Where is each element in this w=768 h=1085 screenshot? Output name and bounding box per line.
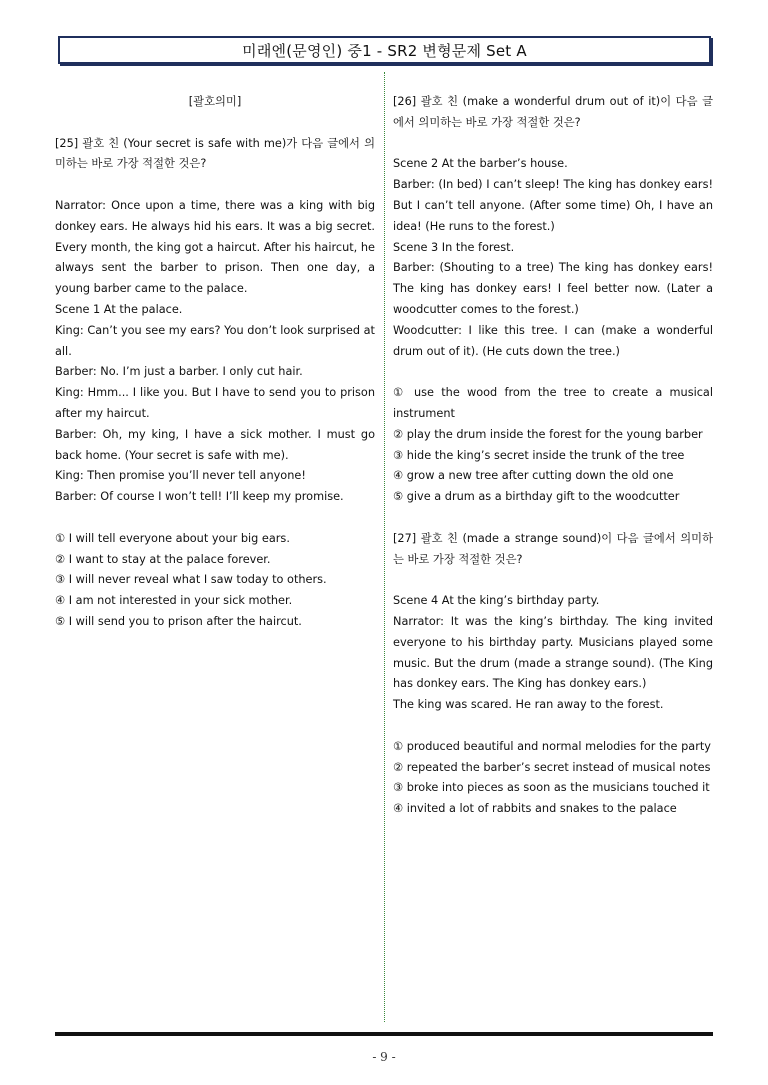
column-divider [384,72,385,1022]
q25-passage-line: Barber: No. I’m just a barber. I only cut hair. [55,365,303,379]
q26-option: ② play the drum inside the forest for the young barber [393,427,703,441]
q26-passage-line: Scene 2 At the barber’s house. [393,157,568,171]
q27-passage-line: Scene 4 At the king’s birthday party. [393,594,600,608]
q27-passage-line: Narrator: It was the king’s birthday. The king invited everyone to his birthday party. Musicians played some music. But the drum (made a strange sound). (The King has donkey ears. The King has donkey ears.) [393,614,713,691]
q26-passage-line: Barber: (Shouting to a tree) The king has donkey ears! The king has donkey ears! I feel better now. (Later a woodcutter comes to the forest.) [393,261,713,316]
q26-passage-line: Scene 3 In the forest. [393,240,515,254]
q25-option: ② I want to stay at the palace forever. [55,552,271,566]
q26-passage-line: Woodcutter: I like this tree. I can (make a wonderful drum out of it). (He cuts down the tree.) [393,323,713,358]
q25-passage-line: Barber: Oh, my king, I have a sick mother. I must go back home. (Your secret is safe with me). [55,427,375,462]
q26-option: ⑤ give a drum as a birthday gift to the woodcutter [393,490,680,504]
q25-passage-line: Narrator: Once upon a time, there was a king with big donkey ears. He always hid his ears. It was a big secret. Every month, the king got a haircut. After his haircut, he always sent the barber to prison. Then one day, a young barber came to the palace. [55,198,375,296]
question-26-prompt: [26] 괄호 친 (make a wonderful drum out of it)이 다음 글에서 의미하는 바로 가장 적절한 것은? [393,95,713,129]
footer-rule [55,1032,713,1036]
q25-passage-line: King: Then promise you’ll never tell anyone! [55,469,306,483]
q27-option: ④ invited a lot of rabbits and snakes to the palace [393,802,677,816]
question-27-prompt: [27] 괄호 친 (made a strange sound)이 다음 글에서 의미하는 바로 가장 적절한 것은? [393,531,713,566]
q27-passage-line: The king was scared. He ran away to the forest. [393,698,664,712]
q25-option: ④ I am not interested in your sick mother. [55,594,293,608]
q26-option: ④ grow a new tree after cutting down the old one [393,469,674,483]
page-title: 미래엔(문영인) 중1 - SR2 변형문제 Set A [58,36,711,64]
q27-option: ② repeated the barber’s secret instead of musical notes [393,760,711,774]
q25-option: ① I will tell everyone about your big ears. [55,531,290,545]
left-column [55,92,375,633]
question-25-prompt: [25] 괄호 친 (Your secret is safe with me)가 다음 글에서 의미하는 바로 가장 적절한 것은? [55,136,375,171]
q26-passage-line: Barber: (In bed) I can’t sleep! The king has donkey ears! But I can’t tell anyone. (After some time) Oh, I have an idea! (He runs to the forest.) [393,178,713,233]
q25-passage-line: King: Can’t you see my ears? You don’t look surprised at all. [55,323,375,358]
q25-passage-line: Barber: Of course I won’t tell! I’ll keep my promise. [55,490,344,504]
section-label: [괄호의미] [188,95,242,108]
q26-option: ③ hide the king’s secret inside the trunk of the tree [393,448,685,462]
q25-passage-line: King: Hmm... I like you. But I have to send you to prison after my haircut. [55,386,375,420]
q25-option: ③ I will never reveal what I saw today to others. [55,573,327,587]
q26-option: ① use the wood from the tree to create a musical instrument [393,386,713,420]
q27-option: ③ broke into pieces as soon as the musicians touched it [393,781,710,795]
q25-option: ⑤ I will send you to prison after the haircut. [55,614,302,628]
q25-passage-line: Scene 1 At the palace. [55,302,183,316]
page-number: - 9 - [372,1050,396,1064]
right-column [393,92,713,820]
q27-option: ① produced beautiful and normal melodies for the party [393,739,711,753]
